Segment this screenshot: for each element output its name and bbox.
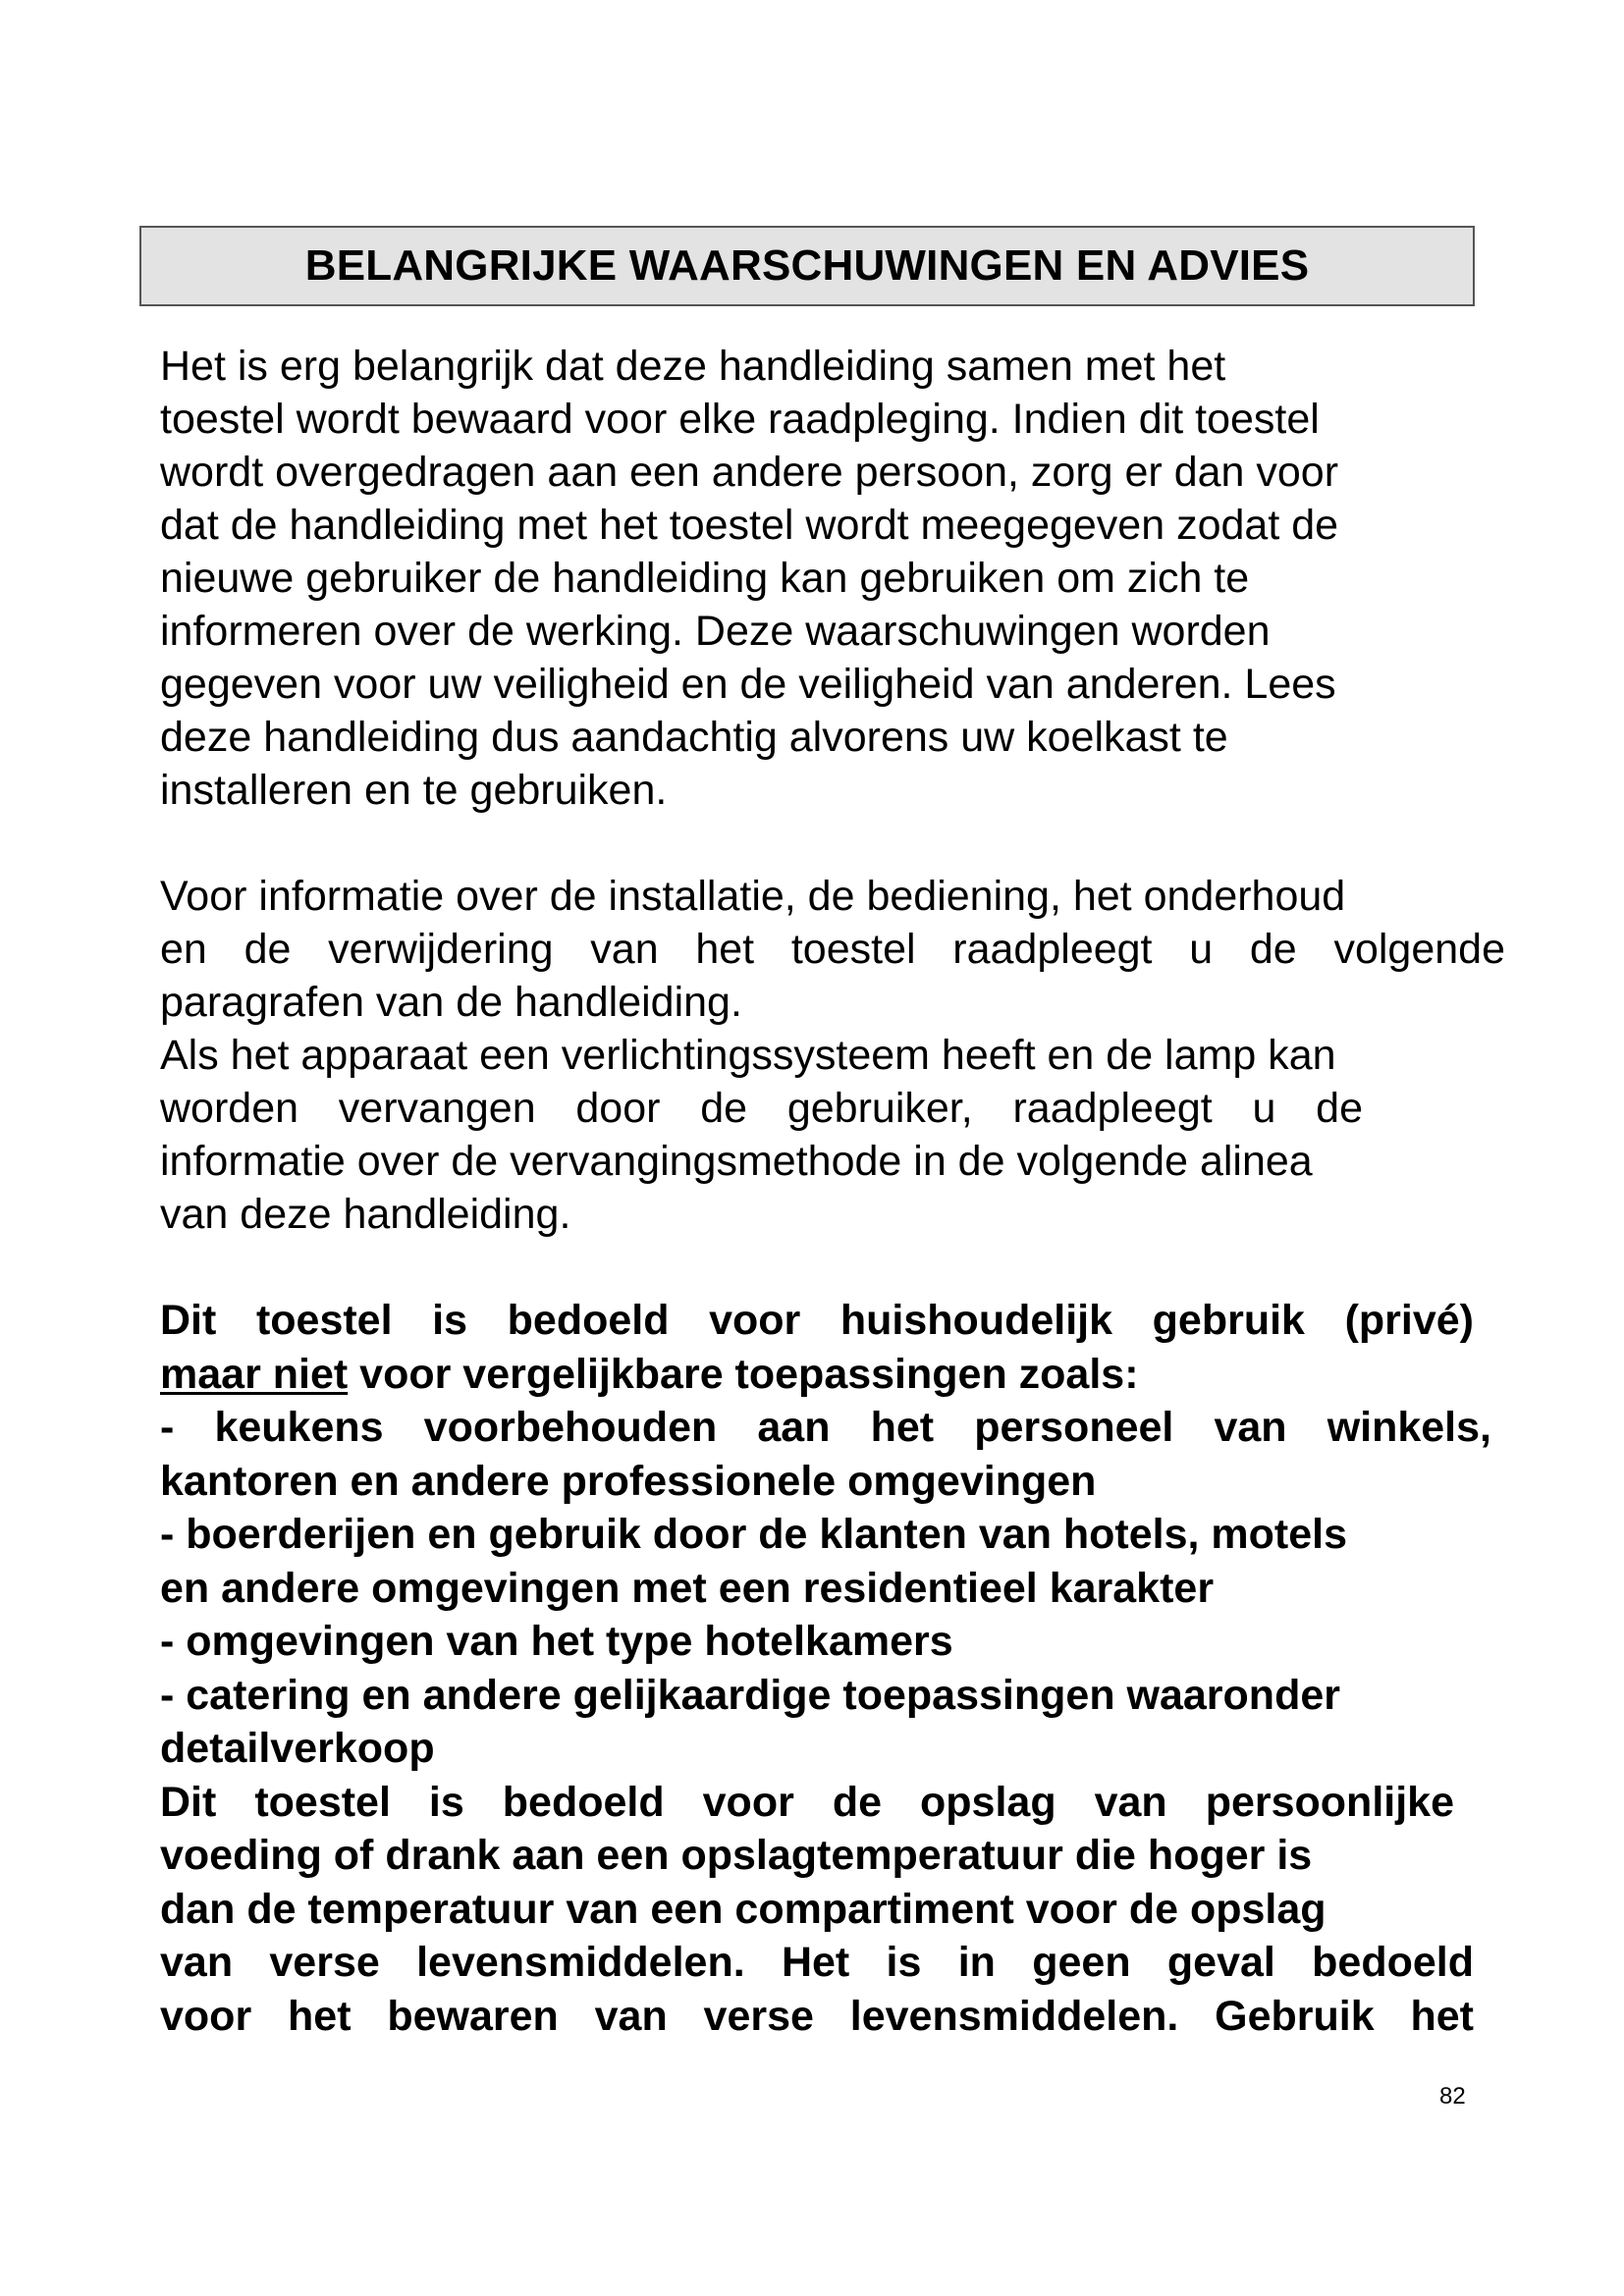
text-line [160,1348,1505,1402]
page-number: 82 [1439,2083,1466,2109]
text-line: en andere omgevingen met een residentieel karakter [160,1564,1215,1612]
text-line: Het is erg belangrijk dat deze handleiding samen met het [160,343,1226,390]
usage-warning [160,1294,1505,2043]
text-line: van verse levensmiddelen. Het is in geen geval bedoeld [160,1939,1474,1986]
text-line: deze handleiding dus aandachtig alvorens uw koelkast te [160,714,1228,761]
text-line: detailverkoop [160,1725,435,1772]
text-line: nieuwe gebruiker de handleiding kan gebruiken om zich te [160,555,1250,602]
text-line: dat de handleiding met het toestel wordt meegegeven zodat de [160,502,1339,549]
text-line: kantoren en andere professionele omgevingen [160,1457,1097,1505]
text-line: toestel wordt bewaard voor elke raadpleging. Indien dit toestel [160,396,1320,443]
text-line: dan de temperatuur van een compartiment voor de opslag [160,1885,1326,1933]
text-line: - omgevingen van het type hotelkamers [160,1618,953,1665]
text-line: voor het bewaren van verse levensmiddelen. Gebruik het [160,1992,1474,2040]
text-line: Voor informatie over de installatie, de bediening, het onderhoud [160,873,1346,920]
info-paragraph [160,870,1505,1029]
text-line: Als het apparaat een verlichtingssysteem heeft en de lamp kan [160,1032,1336,1079]
text-line: Dit toestel is bedoeld voor huishoudelijk gebruik (privé) [160,1297,1474,1344]
text-line: - boerderijen en gebruik door de klanten van hotels, motels [160,1511,1348,1558]
paragraph-spacer [160,1241,1505,1294]
text-line: installeren en te gebruiken. [160,767,668,814]
lamp-paragraph [160,1029,1505,1241]
text-line: informeren over de werking. Deze waarschuwingen worden [160,608,1271,655]
text-line: en de verwijdering van het toestel raadpleegt u de volgende [160,926,1505,973]
text-line: paragrafen van de handleiding. [160,979,742,1026]
text-line: gegeven voor uw veiligheid en de veiligheid van anderen. Lees [160,661,1336,708]
page-title: BELANGRIJKE WAARSCHUWINGEN EN ADVIES [304,241,1310,290]
text-fragment: voor vergelijkbare toepassingen zoals: [348,1350,1139,1398]
heading-box [139,226,1475,306]
intro-paragraph [160,340,1505,817]
text-line: wordt overgedragen aan een andere persoon, zorg er dan voor [160,449,1339,496]
text-line: - keukens voorbehouden aan het personeel van winkels, [160,1404,1491,1451]
document-body [160,340,1505,2043]
text-line: informatie over de vervangingsmethode in de volgende alinea [160,1138,1313,1185]
text-line: worden vervangen door de gebruiker, raadpleegt u de [160,1085,1363,1132]
text-line: Dit toestel is bedoeld voor de opslag van persoonlijke [160,1778,1454,1826]
paragraph-spacer [160,817,1505,870]
text-line: voeding of drank aan een opslagtemperatuur die hoger is [160,1832,1313,1879]
text-line: - catering en andere gelijkaardige toepassingen waaronder [160,1671,1340,1719]
underlined-text: maar niet [160,1350,349,1398]
text-line: van deze handleiding. [160,1191,571,1238]
